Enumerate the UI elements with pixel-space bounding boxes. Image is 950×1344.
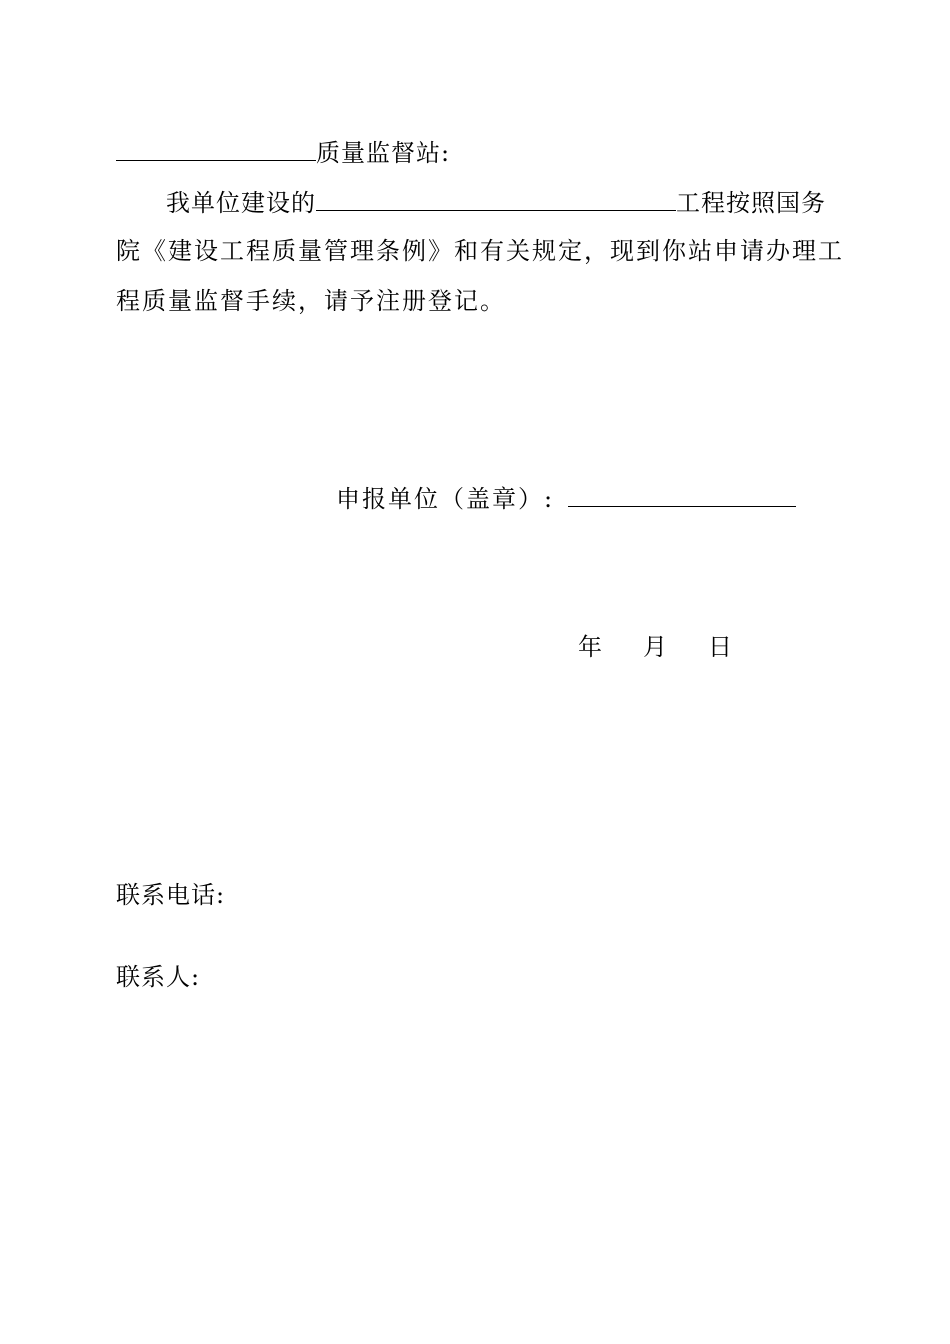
body-line-3: 程质量监督手续，请予注册登记。 xyxy=(116,287,506,315)
project-name-field[interactable] xyxy=(316,186,676,211)
body-line-2: 院《建设工程质量管理条例》和有关规定，现到你站申请办理工 xyxy=(116,237,844,265)
body-line-1-suffix: 工程按照国务 xyxy=(676,189,826,217)
phone-label: 联系电话: xyxy=(116,881,226,909)
body-line-1-prefix: 我单位建设的 xyxy=(166,189,316,217)
month-label: 月 xyxy=(643,633,668,661)
station-name-field[interactable] xyxy=(116,136,316,161)
applicant-label: 申报单位（盖章）: xyxy=(336,485,555,513)
addressee-line xyxy=(116,136,450,168)
applicant-line xyxy=(336,482,796,514)
day-label: 日 xyxy=(708,633,733,661)
year-label: 年 xyxy=(578,633,603,661)
applicant-field[interactable] xyxy=(568,482,796,507)
contact-person-label: 联系人: xyxy=(116,963,201,991)
station-suffix: 质量监督站: xyxy=(316,139,451,167)
date-line xyxy=(578,632,733,662)
body-line-1 xyxy=(166,186,826,218)
